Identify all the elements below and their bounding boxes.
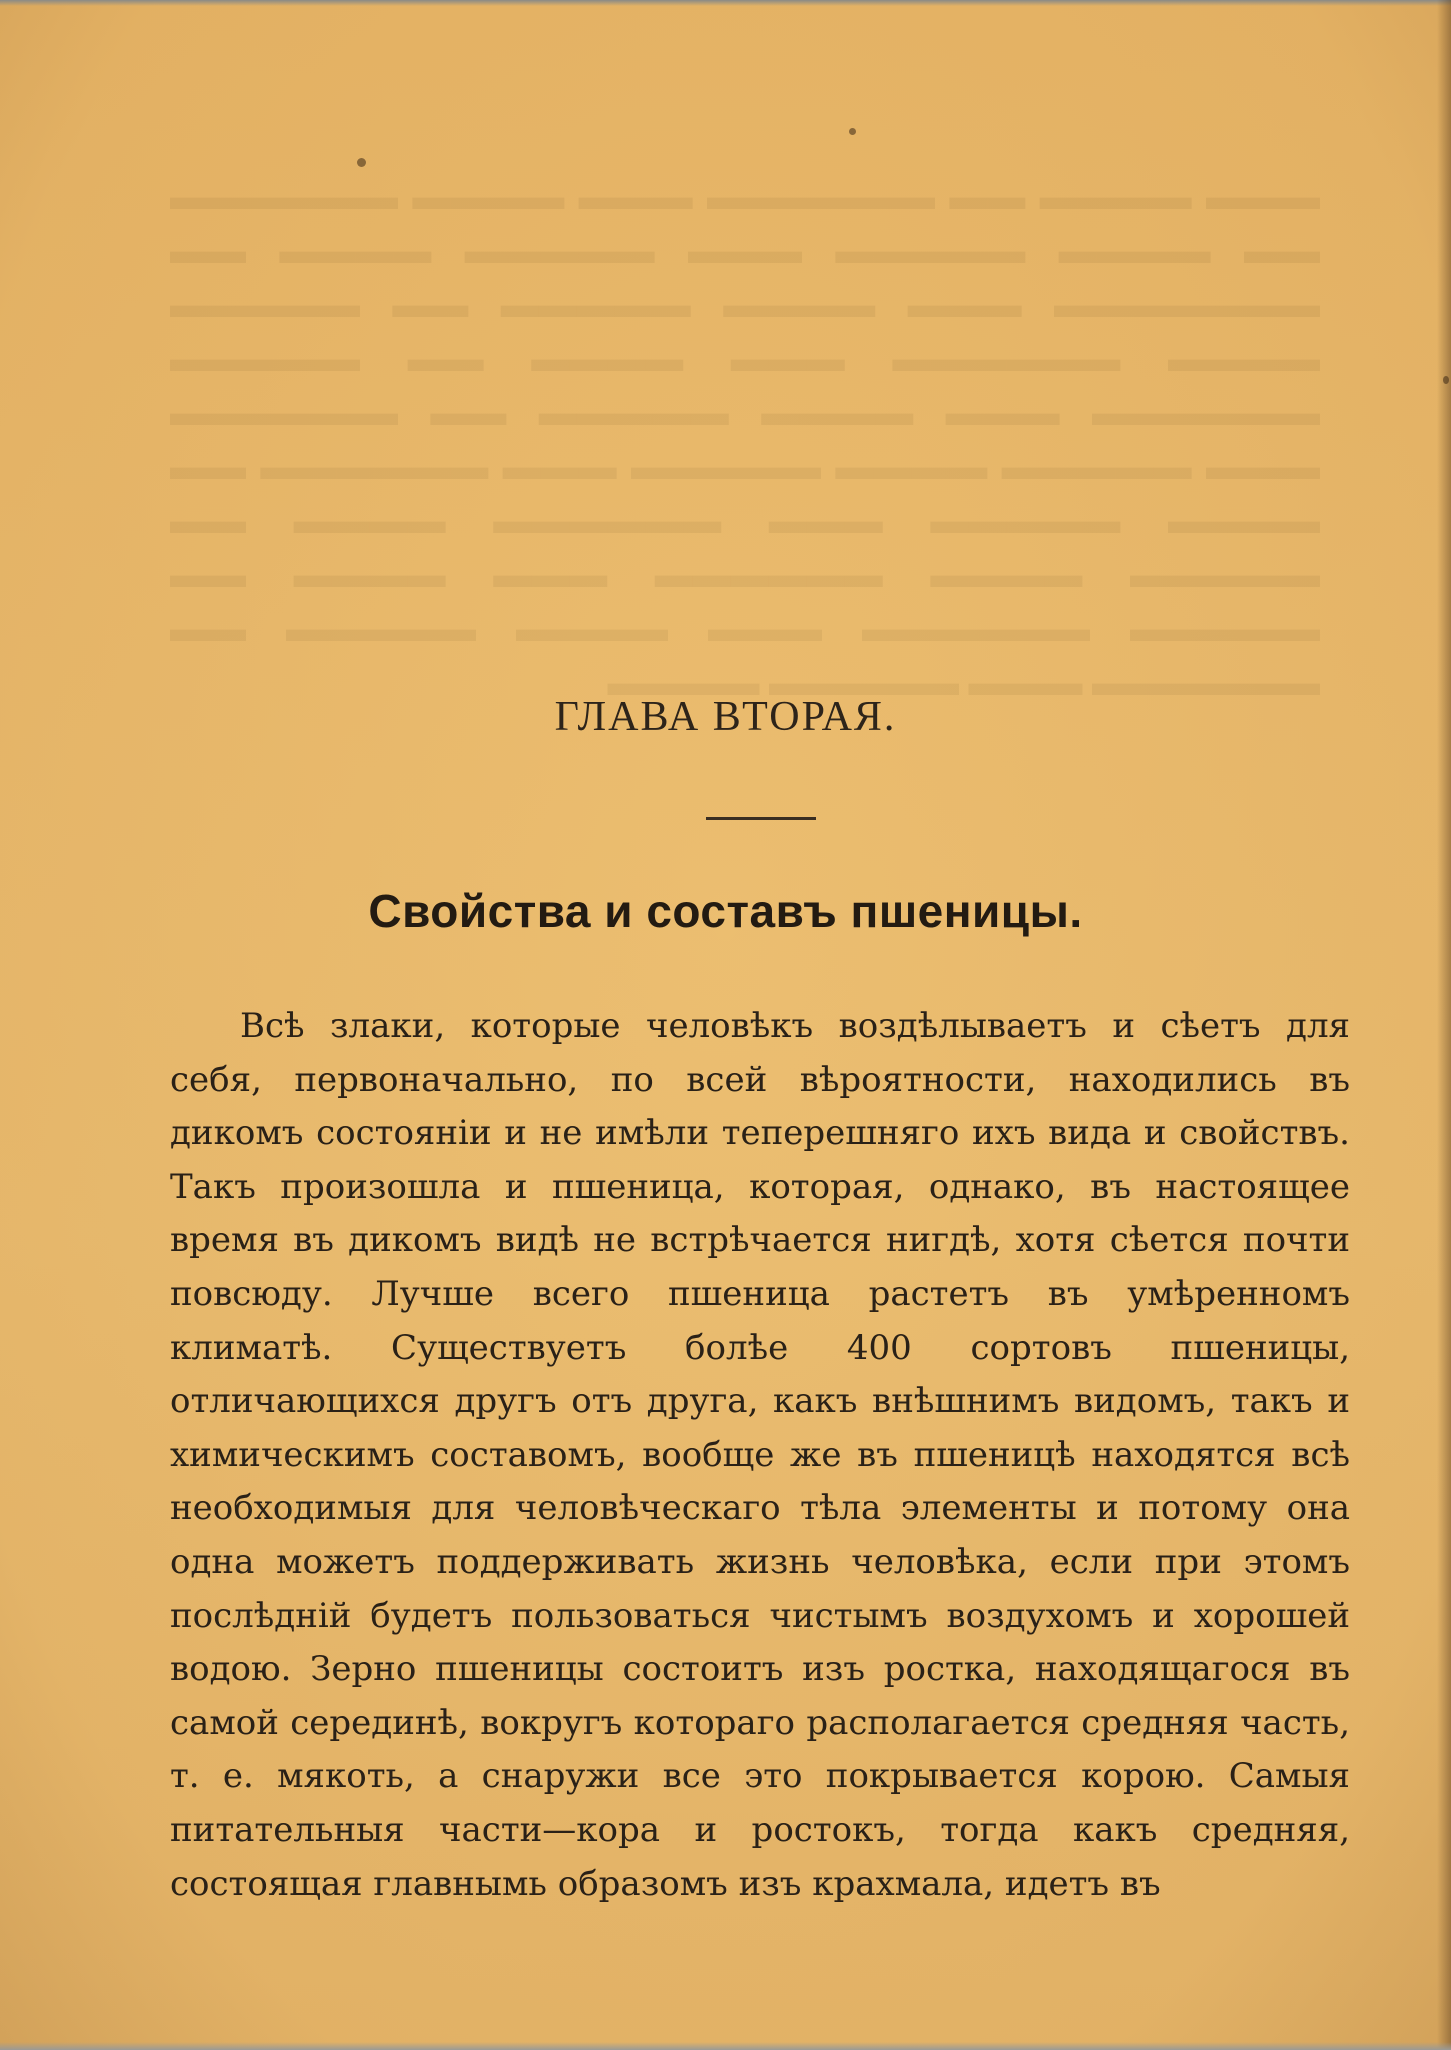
ink-spot: [357, 158, 366, 167]
section-title: Свойства и составъ пшеницы.: [368, 885, 1083, 937]
body-paragraph: Всѣ злаки, которые человѣкъ воздѣлываетъ и сѣетъ для себя, первоначально, по всей вѣроятности, находились въ дикомъ состоянiи и не имѣли теперешняго ихъ вида и свойствъ. Такъ произошла и пшеница, которая, однако, въ настоящее время въ дикомъ видѣ не встрѣчается нигдѣ, хотя сѣется почти повсюду. Лучше всего пшеница растетъ въ умѣренномъ климатѣ. Существуетъ болѣе 400 сортовъ пшеницы, отличающихся другъ отъ друга, какъ внѣшнимъ видомъ, такъ и химическимъ составомъ, вообще же въ пшеницѣ находятся всѣ необходимыя для человѣческаго тѣла элементы и потому она одна можетъ поддерживать жизнь человѣка, если при этомъ послѣднiй будетъ пользоваться чистымъ воздухомъ и хорошей водою. Зерно пшеницы состоитъ изъ ростка, находящагося въ самой серединѣ, вокругъ котораго располагается средняя часть, т. е. мякоть, а снаружи все это покрывается корою. Самыя питательныя части—кора и ростокъ, тогда какъ средняя, состоящая главнымь образомъ изъ крахмала, идетъ въ: [170, 1006, 1350, 1904]
page-right-edge: [1437, 0, 1451, 2050]
page-bottom-edge: [0, 2042, 1451, 2050]
ink-spot: [849, 128, 856, 135]
page-top-edge: [0, 0, 1451, 6]
divider-rule: [706, 817, 816, 820]
chapter-heading: ГЛАВА ВТОРАЯ.: [554, 694, 897, 740]
show-through-texture: ▬▬▬ ▬▬▬▬ ▬▬ ▬▬▬▬▬▬ ▬▬▬ ▬▬▬▬ ▬▬▬▬▬▬ ▬▬ ▬▬▬▬ ▬▬▬▬▬ ▬▬▬ ▬▬▬▬▬ ▬▬▬▬ ▬▬ ▬▬▬▬▬▬▬ ▬▬▬ ▬▬▬▬ ▬▬▬▬▬ ▬▬ ▬▬▬▬▬ ▬▬▬▬ ▬▬▬▬▬▬ ▬▬▬ ▬▬▬▬ ▬▬ ▬▬▬▬▬ ▬▬▬▬▬▬ ▬▬▬ ▬▬▬▬ ▬▬▬▬▬ ▬▬ ▬▬▬▬▬▬ ▬▬▬ ▬▬▬▬▬ ▬▬▬▬ ▬▬▬▬▬ ▬▬▬ ▬▬▬▬▬▬ ▬▬ ▬▬▬▬ ▬▬▬▬▬ ▬▬▬ ▬▬▬▬▬▬ ▬▬▬▬ ▬▬ ▬▬▬▬▬ ▬▬▬▬ ▬▬▬▬▬▬ ▬▬▬ ▬▬▬▬ ▬▬ ▬▬▬▬▬ ▬▬▬▬▬▬ ▬▬▬ ▬▬▬▬ ▬▬▬▬▬ ▬▬ ▬▬▬▬▬▬ ▬▬▬ ▬▬▬▬▬ ▬▬▬▬: [170, 176, 1320, 704]
ink-spot: [1443, 376, 1449, 384]
